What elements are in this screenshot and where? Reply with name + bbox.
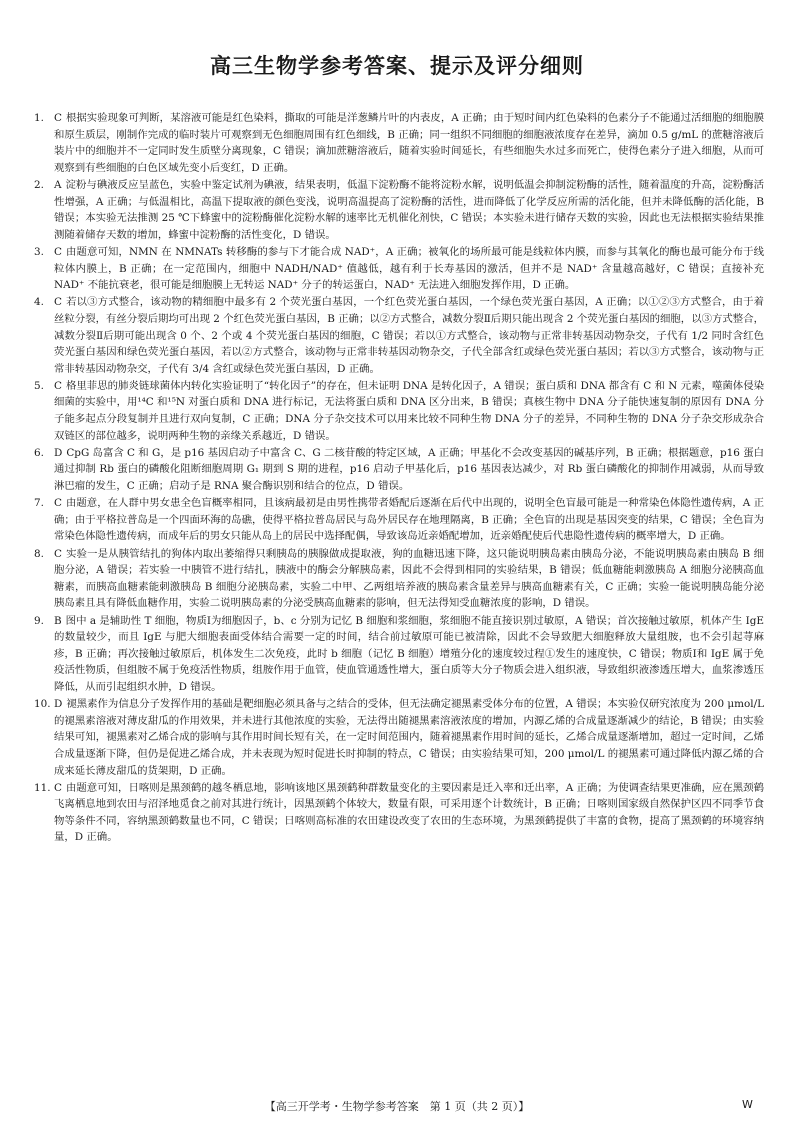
footer-mark: W xyxy=(742,1098,753,1111)
answer-choice: A xyxy=(54,178,62,191)
answer-number: 5. xyxy=(34,379,44,392)
answer-item xyxy=(34,294,764,377)
answer-explanation: 由题意可知，日喀则是黑颈鹤的越冬栖息地，影响该地区黑颈鹤种群数量变化的主要因素是迁入率和迁出率，A 正确；为使调查结果更准确，应在黑颈鹤飞离栖息地到农田与沼泽地觅食之前对其进行统计，因黑颈鹤个体较大，数量有限，可采用逐个计数统计，B 正确；日喀则国家级自然保护区四不同季节食物等条件不同，容纳黑颈鹤数量也不同，C 错误；日喀则高标准的农田建设改变了农田的生态环境，为黑颈鹤提供了丰富的食物，提高了黑颈鹤的环境容纳量，D 正确。 xyxy=(54,781,764,844)
answer-number: 2. xyxy=(34,178,44,191)
answer-explanation: 图中 a 是辅助性 T 细胞，物质Ⅰ为细胞因子，b、c 分别为记忆 B 细胞和浆细胞，浆细胞不能直接识别过敏原，A 错误；首次接触过敏原，机体产生 IgE 的数量较少，而且 IgE 与肥大细胞表面受体结合需要一定的时间，结合前过敏原可能已被清除，因此不会导致肥大细胞释放大量组胺，也不会引起荨麻疹，B 正确；再次接触过敏原后，机体发生二次免疫，此时 b 细胞（记忆 B 细胞）增殖分化的速度较过程①发生的速度快，C 错误；物质Ⅰ和 IgE 属于免疫活性物质，但组胺不属于免疫活性物质，组胺作用于血管，使血管通透性增大，蛋白质等大分子物质会进入组织液，导致组织液渗透压增大，血浆渗透压降低，从而引起组织水肿，D 错误。 xyxy=(54,614,764,693)
answer-number: 4. xyxy=(34,296,44,309)
answer-number: 11. xyxy=(34,781,51,794)
page-title: 高三生物学参考答案、提示及评分细则 xyxy=(210,54,584,78)
answer-choice: C xyxy=(54,497,62,510)
answer-explanation: 淀粉与碘液反应呈蓝色，实验中鉴定试剂为碘液，结果表明，低温下淀粉酶不能将淀粉水解，说明低温会抑制淀粉酶的活性，随着温度的升高，淀粉酶活性增强，A 正确；与低温相比，高温下提取液的颜色变浅，说明高温提高了淀粉酶的活性，进而降低了化学反应所需的活化能，但并未降低酶的活化能，B 错误；本实验无法推测 25 ℃下蜂蜜中的淀粉酶催化淀粉水解的速率比无机催化剂快，C 错误；本实验未进行储存天数的实验，因此也无法根据实验结果推测随着储存天数的增加，蜂蜜中淀粉酶的活性变化，D 错误。 xyxy=(54,178,764,241)
answer-choice: C xyxy=(54,112,62,124)
answer-item xyxy=(34,780,764,846)
answer-choice: C xyxy=(54,379,62,392)
answer-choice: D xyxy=(54,698,63,711)
answer-list xyxy=(34,110,764,847)
answer-number: 8. xyxy=(34,547,44,560)
answer-explanation: 实验一是从胰管结扎的狗体内取出萎缩得只剩胰岛的胰腺做成提取液，狗的血糖迅速下降，这只能说明胰岛素由胰岛分泌，不能说明胰岛素由胰岛 B 细胞分泌，A 错误；若实验一中胰管不进行结扎，胰液中的酶会分解胰岛素，因此不会得到相同的实验结果，B 错误；低血糖能刺激胰岛 A 细胞分泌胰高血糖素，而胰高血糖素能刺激胰岛 B 细胞分泌胰岛素，实验二中甲、乙两组培养液的胰岛素含量差异与胰高血糖素有关，C 正确；实验一能说明胰岛能分泌胰岛素且具有降低血糖作用，实验二说明胰岛素的分泌受胰高血糖素的影响，但无法得知受血糖浓度的影响，D 错误。 xyxy=(54,547,764,610)
answer-explanation: CpG 岛富含 C 和 G，是 p16 基因启动子中富含 C、G 二核苷酸的特定区域，A 正确；甲基化不会改变基因的碱基序列，B 正确；根据题意，p16 蛋白通过抑制 Rb 蛋白的磷酸化阻断细胞周期 G₁ 期到 S 期的进程，p16 启动子甲基化后，p16 基因表达减少，对 Rb 蛋白磷酸化的抑制作用减弱，从而导致淋巴瘤的发生，C 正确；启动子是 RNA 聚合酶识别和结合的位点，D 错误。 xyxy=(54,446,764,493)
answer-explanation: 格里菲思的肺炎链球菌体内转化实验证明了“转化因子”的存在，但未证明 DNA 是转化因子，A 错误；蛋白质和 DNA 都含有 C 和 N 元素，噬菌体侵染细菌的实验中，用¹⁴C 和¹⁵N 对蛋白质和 DNA 进行标记，无法将蛋白质和 DNA 区分出来，B 错误；真核生物中 DNA 分子能快速复制的原因有 DNA 分子能多起点分段复制并且进行双向复制，C 正确；DNA 分子杂交技术可以用来比较不同种生物 DNA 分子的差异，不同种生物的 DNA 分子杂交形成杂合双链区的部位越多，说明两种生物的亲缘关系越近，D 错误。 xyxy=(54,379,764,442)
answer-number: 7. xyxy=(34,497,44,510)
answer-choice: C xyxy=(54,781,62,794)
answer-number: 1. xyxy=(34,112,44,124)
answer-number: 6. xyxy=(34,446,44,459)
answer-item xyxy=(34,244,764,294)
answer-choice: D xyxy=(54,446,63,459)
answer-choice: C xyxy=(54,245,62,258)
answer-item xyxy=(34,177,764,243)
answer-number: 9. xyxy=(34,614,44,627)
answer-number: 3. xyxy=(34,245,44,258)
answer-item xyxy=(34,445,764,495)
answer-item xyxy=(34,613,764,696)
page-footer: 【高三开学考・生物学参考答案 第 1 页（共 2 页）】 xyxy=(264,1100,530,1113)
answer-choice: B xyxy=(54,614,62,627)
answer-explanation: 由题意可知，NMN 在 NMNATs 转移酶的参与下才能合成 NAD⁺，A 正确；被氧化的场所最可能是线粒体内膜，而参与其氧化的酶也最可能分布于线粒体内膜上，B 正确；在一定范围内，细胞中 NADH/NAD⁺ 值越低，越有利于长寿基因的激活，但并不是 NAD⁺ 含量越高越好，C 错误；直接补充 NAD⁺ 不能抗衰老，很可能是细胞膜上无转运 NAD⁺ 分子的转运蛋白，NAD⁺ 无法进入细胞发挥作用，D 正确。 xyxy=(54,245,764,292)
answer-choice: C xyxy=(54,296,62,309)
answer-explanation: 由题意，在人群中男女患全色盲概率相同，且该病最初是由男性携带者婚配后逐渐在后代中出现的，说明全色盲最可能是一种常染色体隐性遗传病，A 正确；由于平格拉普岛是一个四面环海的岛礁，使得平格拉普岛居民与岛外居民存在地理隔离，B 正确；全色盲的出现是基因突变的结果，C 错误；全色盲为常染色体隐性遗传病，而成年后的男女只能从岛上的居民中选择配偶，导致该岛近亲婚配增加，近亲婚配使后代患隐性遗传病的概率增大，D 正确。 xyxy=(54,497,764,543)
answer-choice: C xyxy=(54,547,62,560)
answer-item xyxy=(34,378,764,444)
answer-number: 10. xyxy=(34,698,51,711)
answer-explanation: 若以③方式整合，该动物的精细胞中最多有 2 个荧光蛋白基因，一个红色荧光蛋白基因，一个绿色荧光蛋白基因，A 正确；以①②③方式整合，由于着丝粒分裂，有丝分裂后期均可出现 2 个红色荧光蛋白基因，B 正确；以②方式整合，减数分裂Ⅱ后期只能出现含 2 个荧光蛋白基因的细胞，以③方式整合，减数分裂Ⅱ后期可能出现含 0 个、2 个或 4 个荧光蛋白基因的细胞，C 错误；若以①方式整合，该动物与正常非转基因动物杂交，子代有 1/2 同时含红色荧光蛋白基因和绿色荧光蛋白基因，若以②方式整合，该动物与正常非转基因动物杂交，子代全部含红或绿色荧光蛋白基因；若以③方式整合，该动物与正常非转基因动物杂交，子代有 3/4 含红或绿色荧光蛋白基因，D 正确。 xyxy=(54,296,764,375)
answer-explanation: 褪黑素作为信息分子发挥作用的基础是靶细胞必须具备与之结合的受体，但无法确定褪黑素受体分布的位置，A 错误；本实验仅研究浓度为 200 μmol/L 的褪黑素溶液对薄皮甜瓜的作用效果，并未进行其他浓度的实验，无法得出随褪黑素溶液浓度的增加，内源乙烯的合成量逐渐减少的结论，B 错误；由实验结果可知，褪黑素对乙烯合成的影响与其作用时间长短有关，在一定时间范围内，随着褪黑素作用时间的延长，乙烯合成量逐渐增加，超过一定时间，乙烯合成量逐渐下降，但仍是促进乙烯合成，并未表现为短时促进长时抑制的特点，C 错误；由实验结果可知，200 μmol/L 的褪黑素可通过降低内源乙烯的合成来延长薄皮甜瓜的货架期，D 正确。 xyxy=(54,698,764,777)
answer-item xyxy=(34,110,764,176)
answer-item xyxy=(34,696,764,779)
answer-explanation: 根据实验现象可判断，某溶液可能是红色染料，撕取的可能是洋葱鳞片叶的内表皮，A 正确；由于短时间内红色染料的色素分子不能通过活细胞的细胞膜和原生质层，刚制作完成的临时装片可观察到无色细胞周围有红色细线，B 正确；同一组织不同细胞的细胞液浓度存在差异，滴加 0.5 g/mL 的蔗糖溶液后装片中的细胞并不一定同时发生质壁分离现象，C 错误；滴加蔗糖溶液后，随着实验时间延长，有些细胞失水过多而死亡，使得色素分子进入细胞，从而可观察到有些细胞的白色区域先变小后变红，D 正确。 xyxy=(54,112,764,174)
answer-item xyxy=(34,495,764,545)
answer-item xyxy=(34,546,764,612)
